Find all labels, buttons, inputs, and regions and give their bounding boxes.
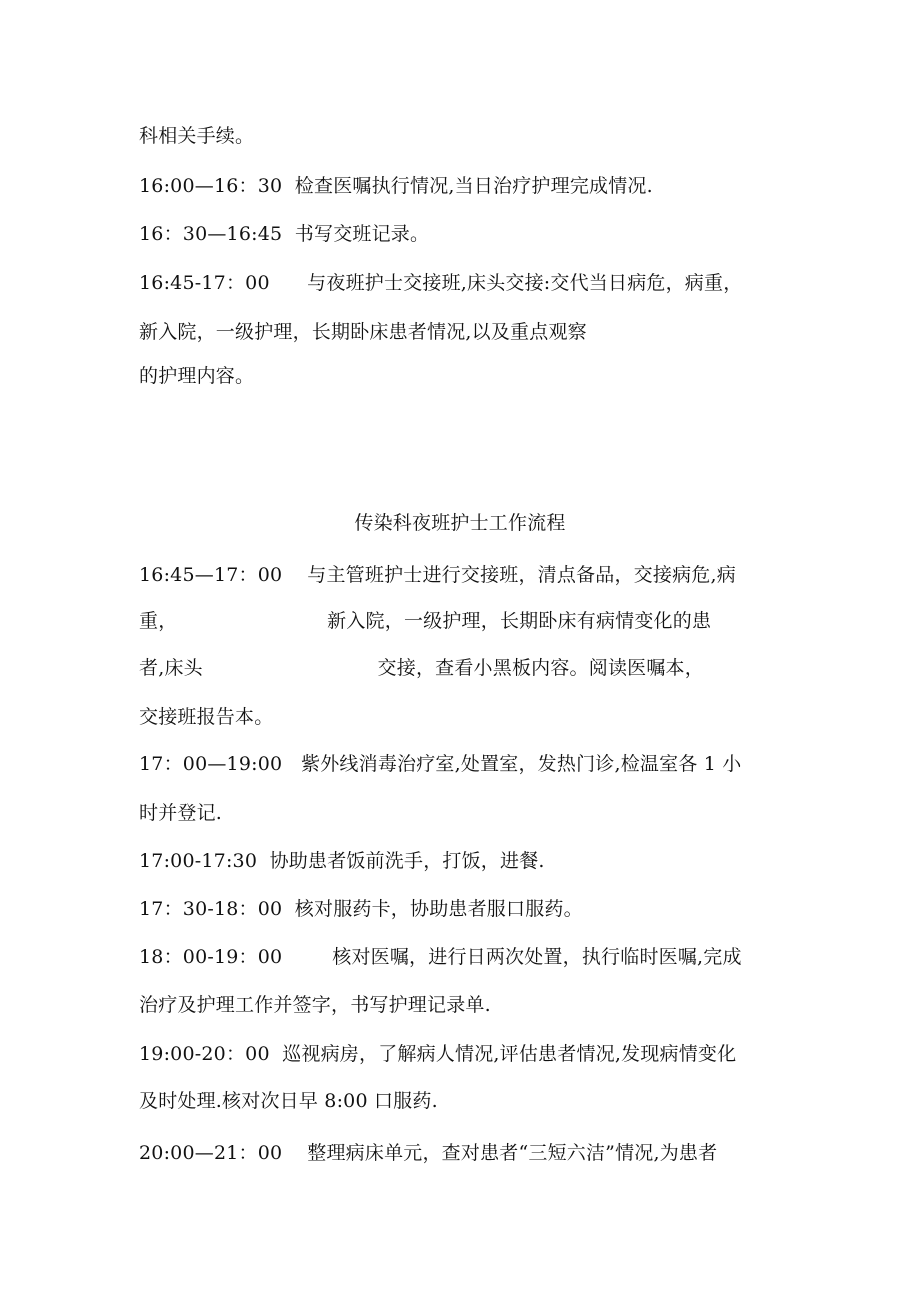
- text-line-6: 的护理内容。: [139, 365, 255, 387]
- text-line-9: 者,床头 交接，查看小黑板内容。阅读医嘱本，: [139, 657, 704, 679]
- section-title: 传染科夜班护士工作流程: [354, 512, 566, 534]
- text-line-12: 时并登记.: [139, 802, 223, 824]
- text-line-15: 18：00-19：00 核对医嘱，进行日两次处置，执行临时医嘱,完成: [139, 946, 742, 968]
- text-line-18: 及时处理.核对次日早 8:00 口服药.: [139, 1090, 438, 1112]
- text-line-14: 17：30-18：00 核对服药卡，协助患者服口服药。: [139, 898, 583, 920]
- text-line-19: 20:00—21：00 整理病床单元，查对患者“三短六洁”情况,为患者: [139, 1142, 718, 1164]
- text-line-11: 17：00—19:00 紫外线消毒治疗室,处置室，发热门诊,检温室各 1 小: [139, 753, 742, 775]
- text-line-1: 科相关手续。: [139, 125, 255, 147]
- text-line-2: 16:00—16：30 检查医嘱执行情况,当日治疗护理完成情况.: [139, 175, 653, 197]
- text-line-5: 新入院，一级护理，长期卧床患者情况,以及重点观察: [139, 321, 587, 343]
- text-line-7: 16:45—17：00 与主管班护士进行交接班，清点备品，交接病危,病: [139, 564, 736, 586]
- text-line-8: 重， 新入院，一级护理，长期卧床有病情变化的患: [139, 610, 712, 632]
- text-line-17: 19:00-20：00 巡视病房，了解病人情况,评估患者情况,发现病情变化: [139, 1043, 737, 1065]
- text-line-10: 交接班报告本。: [139, 706, 274, 728]
- text-line-3: 16：30—16:45 书写交班记录。: [139, 223, 430, 245]
- text-line-13: 17:00-17:30 协助患者饭前洗手，打饭，进餐.: [139, 850, 545, 872]
- text-line-4: 16:45-17：00 与夜班护士交接班,床头交接:交代当日病危，病重，: [139, 272, 743, 294]
- text-line-16: 治疗及护理工作并签字，书写护理记录单.: [139, 994, 491, 1016]
